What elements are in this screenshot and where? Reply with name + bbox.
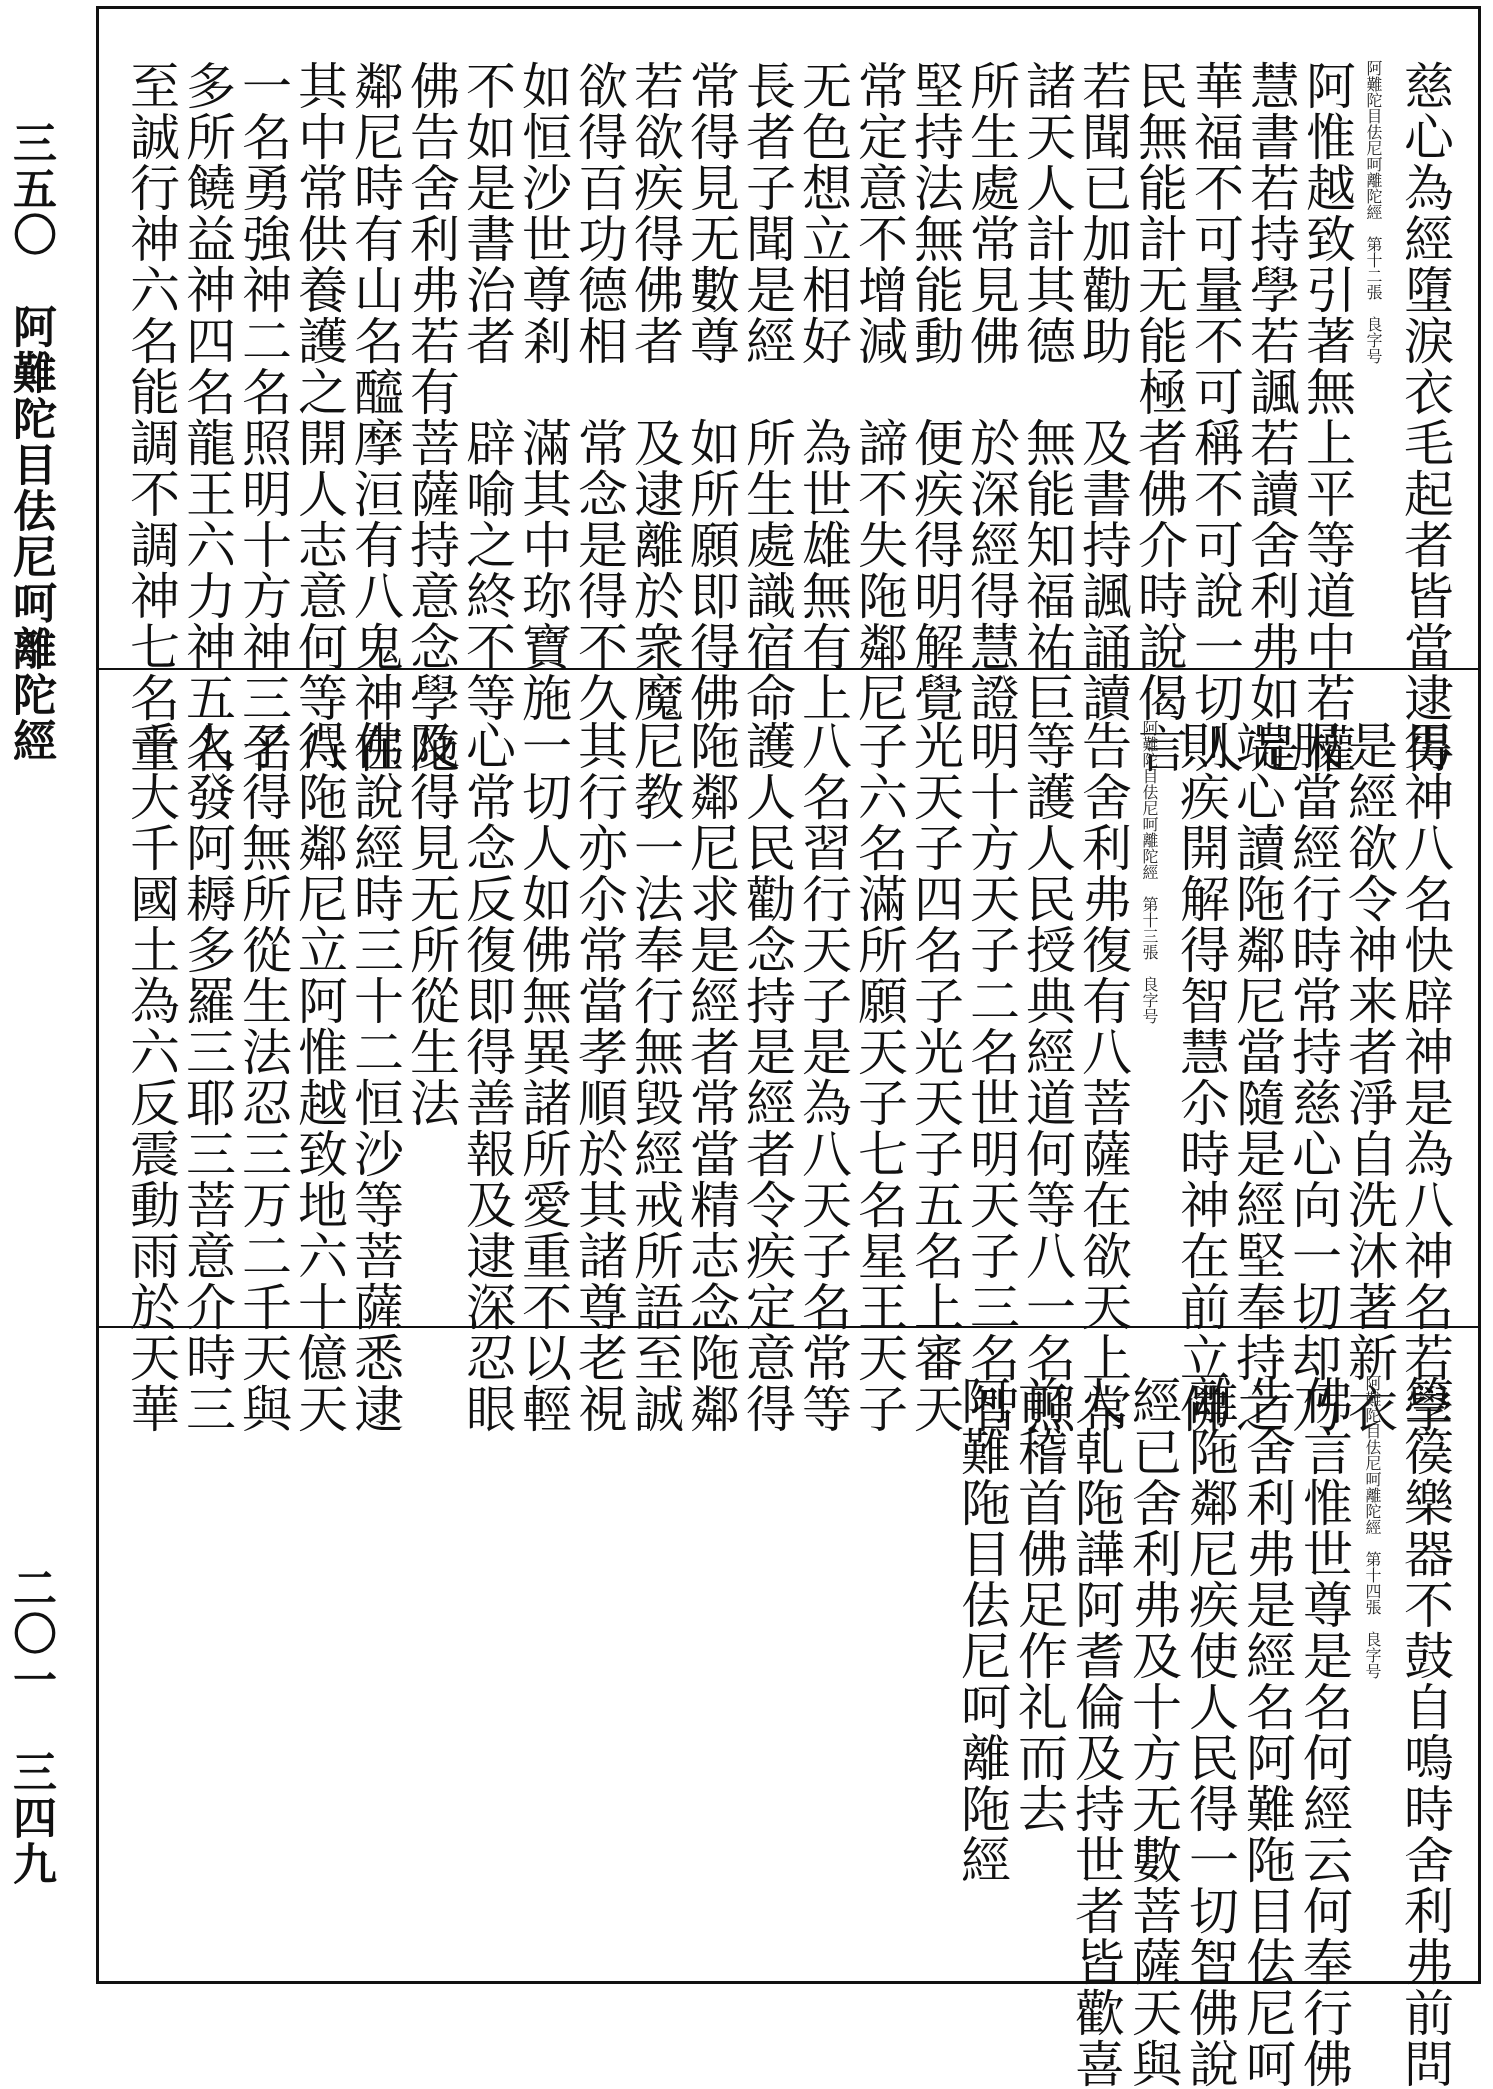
page-number: 二〇一 三四九 — [5, 1565, 56, 1887]
text-column: 慧書若持學若諷若讀舍利弗如是 — [1242, 60, 1300, 774]
text-column: 无色想立相好 為世雄無有上 — [794, 60, 852, 723]
text-column: 多所饒益神四名龍王六力神五名 — [178, 60, 236, 774]
text-column: 經已舍利弗及十方无數菩薩天與 — [1124, 1375, 1182, 2089]
text-column: 告舍利弗是經名阿難陁目佉尼呵 — [1238, 1375, 1296, 2089]
text-column: 八名習行天子是為八天子名常等 — [794, 720, 852, 1434]
text-column: 長者子聞是經 所生處識宿命 — [738, 60, 796, 723]
text-column: 服當經行時常持慈心向一切却乃 — [1284, 720, 1342, 1434]
text-column: 其行亦尒常當孝順於其諸尊老視 — [570, 720, 628, 1434]
folio-label: 阿難陀目佉尼呵離陀經 第十二張 良字号 — [1364, 60, 1383, 364]
text-column: 千大千國土為六反震動雨於天華 — [122, 720, 180, 1434]
text-column: 欲得百功德相 常念是得不久 — [570, 60, 628, 723]
text-column: 佛言惟世尊是名何經云何奉行佛 — [1295, 1375, 1353, 2089]
text-column: 端心讀陁鄰尼當隨是經堅奉持之 — [1228, 720, 1286, 1434]
text-column: 諸天人計其德 無能知福祐巨 — [1018, 60, 1076, 723]
text-column: 尼教一法奉行無毀經戒所語至誠 — [626, 720, 684, 1434]
text-column: 常得見无數尊 如所願即得佛 — [682, 60, 740, 723]
text-column: 如恒沙世尊剎 滿其中珎寶施 — [514, 60, 572, 723]
text-column: 護人民勸念持是經者令疾定意得 — [738, 720, 796, 1434]
text-column: 所生處常見佛 於深經得慧證 — [962, 60, 1020, 723]
text-column: 若聞已加勸助 及書持諷誦讀 — [1074, 60, 1132, 723]
text-column: 其中常供養護之開人志意何等八 — [290, 60, 348, 774]
text-column: 慈心為經墮淚衣毛起者皆當逮得 — [1396, 60, 1454, 774]
text-column: 不如是書治者 辟喻之終不等 — [458, 60, 516, 723]
text-column: 至誠行神六名能調不調神七名童 — [122, 60, 180, 774]
text-column: 是經欲令神来者淨自洗沐著新衣 — [1340, 720, 1398, 1434]
text-column: 得陁鄰尼立阿惟越致地六十億天 — [290, 720, 348, 1434]
text-column: 心常念反復即得善報及逮深忍眼 — [458, 720, 516, 1434]
text-column: 子六名滿所願天子七名星王天子 — [850, 720, 908, 1434]
text-column: 華福不可量不可稱不可說一切人 — [1186, 60, 1244, 774]
text-panel-1 — [122, 60, 1454, 774]
text-panel-2 — [122, 720, 1454, 1434]
text-column: 光天子四名子光天子五名上審天 — [906, 720, 964, 1434]
text-column: 及得見无所從生法 — [402, 720, 460, 1128]
text-panel-3 — [160, 1375, 1454, 2089]
text-column: 一切人如佛無異諸所愛重不以輕 — [514, 720, 572, 1434]
text-column: 民無能計无能極者佛介時說偈言 — [1130, 60, 1188, 774]
volume-title: 三五〇 阿難陀目佉尼呵離陀經 — [5, 120, 56, 764]
text-column: 常定意不增減 諦不失陁鄰尼 — [850, 60, 908, 723]
text-column: 人乹陁譁阿耆倫及持世者皆歡喜 — [1067, 1375, 1125, 2089]
text-column: 明十方天子二名世明天子三名智 — [962, 720, 1020, 1434]
text-column: 離陁鄰尼疾使人民得一切智佛說 — [1181, 1375, 1239, 2089]
text-column: 子得無所從生法忍三万二千天與 — [234, 720, 292, 1434]
text-column: 堅持法無能動 便疾得明解覺 — [906, 60, 964, 723]
text-column: 告舍利弗復有八菩薩在欲天上常 — [1074, 720, 1132, 1434]
text-column: 阿惟越致引著無上平等道中若權 — [1298, 60, 1356, 774]
folio-label: 阿難陀目佉尼呵離陀經 第十四張 良字号 — [1363, 1375, 1382, 1679]
text-column: 陁鄰尼求是經者常當精志念陁鄰 — [682, 720, 740, 1434]
closing-title: 阿難陁目佉尼呵離陁經 — [953, 1375, 1011, 1885]
text-column: 等護人民授典經道何等八一名照 — [1018, 720, 1076, 1434]
text-column: 男神八名快辟神是為八神名若學 — [1396, 720, 1454, 1434]
text-column: 一名勇強神二名照明十方神三名 — [234, 60, 292, 774]
text-column: 若欲疾得佛者 及逮離於衆魔 — [626, 60, 684, 723]
folio-label: 阿難陀目佉尼呵離陀經 第十三張 良字号 — [1140, 720, 1159, 1024]
text-column: 人發阿耨多羅三耶三菩意介時三 — [178, 720, 236, 1434]
text-column: 鄰尼時有山名醯摩洹有八鬼神在 — [346, 60, 404, 774]
text-column: 佛告舍利弗若有菩薩持意念學陁 — [402, 60, 460, 774]
text-column: 則疾開解得智慧尒時神在前立佛 — [1172, 720, 1230, 1434]
text-column: 箜篌樂器不鼓自鳴時舍利弗前問 — [1396, 1375, 1454, 2089]
text-column: 佛說經時三十二恒沙等菩薩悉逮 — [346, 720, 404, 1434]
text-column: 前稽首佛足作礼而去 — [1010, 1375, 1068, 1834]
